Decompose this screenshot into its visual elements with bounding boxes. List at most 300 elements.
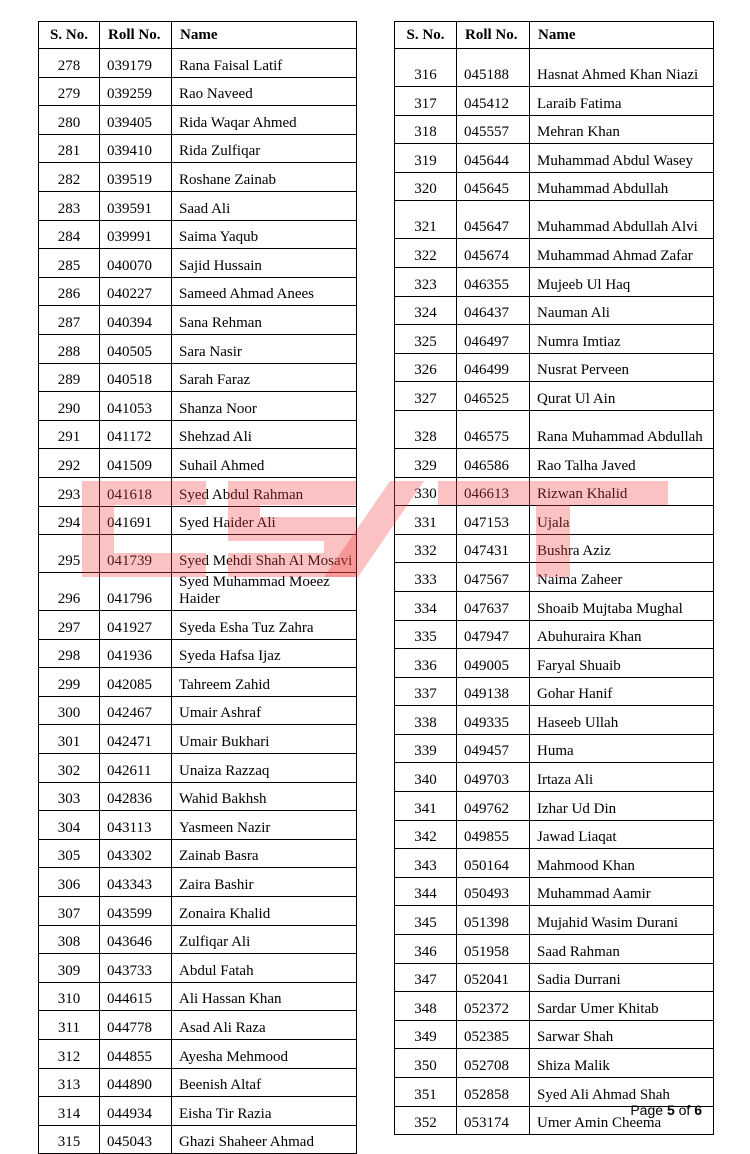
serial-number-cell: 308 <box>39 925 100 954</box>
table-row <box>39 1068 357 1097</box>
table-row <box>39 392 357 421</box>
roll-number-cell: 041172 <box>100 420 172 449</box>
table-row <box>39 954 357 983</box>
serial-number-cell: 340 <box>395 763 457 792</box>
name-cell: Saima Yaqub <box>172 220 357 249</box>
serial-number-cell: 287 <box>39 306 100 335</box>
roll-number-cell: 047567 <box>457 563 530 592</box>
roll-number-cell: 050164 <box>457 849 530 878</box>
name-cell: Rizwan Khalid <box>530 477 714 506</box>
name-cell: Numra Imtiaz <box>530 325 714 354</box>
footer-of-label: of <box>678 1102 691 1118</box>
roll-number-cell: 044615 <box>100 982 172 1011</box>
table-row <box>39 725 357 754</box>
table-row <box>395 353 714 382</box>
name-cell: Rana Faisal Latif <box>172 49 357 78</box>
roll-number-cell: 046499 <box>457 353 530 382</box>
serial-number-cell: 283 <box>39 191 100 220</box>
table-row <box>39 573 357 611</box>
name-cell: Irtaza Ali <box>530 763 714 792</box>
name-cell: Syeda Hafsa Ijaz <box>172 639 357 668</box>
serial-number-cell: 281 <box>39 134 100 163</box>
header-serial-number: S. No. <box>39 22 100 49</box>
table-row <box>39 363 357 392</box>
name-cell: Sajid Hussain <box>172 249 357 278</box>
roll-number-cell: 041509 <box>100 449 172 478</box>
name-cell: Muhammad Ahmad Zafar <box>530 239 714 268</box>
serial-number-cell: 324 <box>395 296 457 325</box>
roll-number-cell: 043113 <box>100 811 172 840</box>
serial-number-cell: 339 <box>395 734 457 763</box>
name-cell: Rao Naveed <box>172 77 357 106</box>
table-row <box>395 677 714 706</box>
roll-number-cell: 040394 <box>100 306 172 335</box>
serial-number-cell: 301 <box>39 725 100 754</box>
serial-number-cell: 341 <box>395 792 457 821</box>
serial-number-cell: 352 <box>395 1106 457 1135</box>
roll-number-cell: 044890 <box>100 1068 172 1097</box>
table-row <box>395 382 714 411</box>
name-cell: Naima Zaheer <box>530 563 714 592</box>
table-row <box>39 106 357 135</box>
name-cell: Saad Rahman <box>530 935 714 964</box>
serial-number-cell: 280 <box>39 106 100 135</box>
name-cell: Roshane Zainab <box>172 163 357 192</box>
roll-number-cell: 041053 <box>100 392 172 421</box>
roll-number-cell: 052385 <box>457 1020 530 1049</box>
serial-number-cell: 321 <box>395 201 457 239</box>
header-name: Name <box>172 22 357 49</box>
name-cell: Syed Haider Ali <box>172 506 357 535</box>
serial-number-cell: 318 <box>395 115 457 144</box>
table-row <box>39 1040 357 1069</box>
name-cell: Syed Abdul Rahman <box>172 477 357 506</box>
roll-number-cell: 043302 <box>100 839 172 868</box>
name-cell: Muhammad Abdullah <box>530 172 714 201</box>
roll-number-cell: 041618 <box>100 477 172 506</box>
table-row <box>39 982 357 1011</box>
name-cell: Gohar Hanif <box>530 677 714 706</box>
serial-number-cell: 288 <box>39 334 100 363</box>
roll-number-cell: 045043 <box>100 1125 172 1154</box>
roll-number-cell: 049005 <box>457 649 530 678</box>
footer-current-page: 5 <box>666 1102 675 1118</box>
table-row <box>395 267 714 296</box>
roll-number-cell: 052858 <box>457 1078 530 1107</box>
name-cell: Mahmood Khan <box>530 849 714 878</box>
table-row <box>39 277 357 306</box>
serial-number-cell: 329 <box>395 448 457 477</box>
serial-number-cell: 306 <box>39 868 100 897</box>
header-roll-number: Roll No. <box>457 22 530 49</box>
serial-number-cell: 307 <box>39 897 100 926</box>
name-cell: Zainab Basra <box>172 839 357 868</box>
serial-number-cell: 282 <box>39 163 100 192</box>
footer-page-label: Page <box>630 1102 664 1118</box>
results-table-right <box>394 21 714 1135</box>
table-row <box>39 163 357 192</box>
serial-number-cell: 347 <box>395 963 457 992</box>
table-row <box>395 935 714 964</box>
roll-number-cell: 049855 <box>457 820 530 849</box>
serial-number-cell: 294 <box>39 506 100 535</box>
serial-number-cell: 320 <box>395 172 457 201</box>
table-row <box>39 49 357 78</box>
roll-number-cell: 040518 <box>100 363 172 392</box>
table-row <box>39 868 357 897</box>
roll-number-cell: 045647 <box>457 201 530 239</box>
table-row <box>39 639 357 668</box>
serial-number-cell: 289 <box>39 363 100 392</box>
serial-number-cell: 335 <box>395 620 457 649</box>
name-cell: Qurat Ul Ain <box>530 382 714 411</box>
table-row <box>395 849 714 878</box>
roll-number-cell: 043646 <box>100 925 172 954</box>
serial-number-cell: 323 <box>395 267 457 296</box>
roll-number-cell: 049335 <box>457 706 530 735</box>
serial-number-cell: 311 <box>39 1011 100 1040</box>
name-cell: Jawad Liaqat <box>530 820 714 849</box>
table-row <box>39 696 357 725</box>
serial-number-cell: 319 <box>395 144 457 173</box>
table-row <box>395 87 714 116</box>
table-row <box>395 820 714 849</box>
name-cell: Nauman Ali <box>530 296 714 325</box>
roll-number-cell: 046525 <box>457 382 530 411</box>
table-header-row <box>39 22 357 49</box>
serial-number-cell: 334 <box>395 591 457 620</box>
name-cell: Sana Rehman <box>172 306 357 335</box>
roll-number-cell: 039519 <box>100 163 172 192</box>
table-row <box>395 477 714 506</box>
name-cell: Shoaib Mujtaba Mughal <box>530 591 714 620</box>
name-cell: Sadia Durrani <box>530 963 714 992</box>
roll-number-cell: 046437 <box>457 296 530 325</box>
name-cell: Zaira Bashir <box>172 868 357 897</box>
table-row <box>39 535 357 573</box>
roll-number-cell: 039179 <box>100 49 172 78</box>
name-cell: Zonaira Khalid <box>172 897 357 926</box>
name-cell: Hasnat Ahmed Khan Niazi <box>530 49 714 87</box>
name-cell: Laraib Fatima <box>530 87 714 116</box>
table-row <box>39 1125 357 1154</box>
serial-number-cell: 317 <box>395 87 457 116</box>
header-serial-number: S. No. <box>395 22 457 49</box>
serial-number-cell: 314 <box>39 1097 100 1126</box>
table-row <box>39 1097 357 1126</box>
serial-number-cell: 284 <box>39 220 100 249</box>
serial-number-cell: 333 <box>395 563 457 592</box>
table-row <box>39 839 357 868</box>
name-cell: Haseeb Ullah <box>530 706 714 735</box>
roll-number-cell: 040227 <box>100 277 172 306</box>
serial-number-cell: 349 <box>395 1020 457 1049</box>
name-cell: Wahid Bakhsh <box>172 782 357 811</box>
name-cell: Faryal Shuaib <box>530 649 714 678</box>
roll-number-cell: 039259 <box>100 77 172 106</box>
name-cell: Zulfiqar Ali <box>172 925 357 954</box>
roll-number-cell: 046355 <box>457 267 530 296</box>
table-row <box>395 706 714 735</box>
name-cell: Ghazi Shaheer Ahmad <box>172 1125 357 1154</box>
serial-number-cell: 328 <box>395 410 457 448</box>
name-cell: Umair Ashraf <box>172 696 357 725</box>
name-cell: Bushra Aziz <box>530 534 714 563</box>
table-row <box>395 448 714 477</box>
table-row <box>395 115 714 144</box>
serial-number-cell: 305 <box>39 839 100 868</box>
roll-number-cell: 052041 <box>457 963 530 992</box>
name-cell: Yasmeen Nazir <box>172 811 357 840</box>
serial-number-cell: 295 <box>39 535 100 573</box>
serial-number-cell: 290 <box>39 392 100 421</box>
roll-number-cell: 049762 <box>457 792 530 821</box>
table-row <box>395 649 714 678</box>
roll-number-cell: 042467 <box>100 696 172 725</box>
roll-number-cell: 039591 <box>100 191 172 220</box>
serial-number-cell: 346 <box>395 935 457 964</box>
serial-number-cell: 300 <box>39 696 100 725</box>
roll-number-cell: 047153 <box>457 506 530 535</box>
roll-number-cell: 051958 <box>457 935 530 964</box>
table-row <box>395 877 714 906</box>
table-row <box>395 963 714 992</box>
serial-number-cell: 292 <box>39 449 100 478</box>
table-row <box>39 782 357 811</box>
roll-number-cell: 045645 <box>457 172 530 201</box>
table-row <box>395 563 714 592</box>
roll-number-cell: 043599 <box>100 897 172 926</box>
serial-number-cell: 278 <box>39 49 100 78</box>
footer-total-pages: 6 <box>694 1102 702 1118</box>
name-cell: Muhammad Aamir <box>530 877 714 906</box>
name-cell: Ayesha Mehmood <box>172 1040 357 1069</box>
table-row <box>39 77 357 106</box>
roll-number-cell: 047637 <box>457 591 530 620</box>
name-cell: Ali Hassan Khan <box>172 982 357 1011</box>
serial-number-cell: 350 <box>395 1049 457 1078</box>
roll-number-cell: 040505 <box>100 334 172 363</box>
serial-number-cell: 291 <box>39 420 100 449</box>
table-row <box>39 897 357 926</box>
name-cell: Mujahid Wasim Durani <box>530 906 714 935</box>
table-row <box>395 734 714 763</box>
roll-number-cell: 049457 <box>457 734 530 763</box>
table-row <box>395 591 714 620</box>
table-row <box>39 249 357 278</box>
name-cell: Tahreem Zahid <box>172 668 357 697</box>
roll-number-cell: 046497 <box>457 325 530 354</box>
name-cell: Asad Ali Raza <box>172 1011 357 1040</box>
table-row <box>39 811 357 840</box>
name-cell: Umer Amin Cheema <box>530 1106 714 1135</box>
name-cell: Unaiza Razzaq <box>172 754 357 783</box>
roll-number-cell: 044855 <box>100 1040 172 1069</box>
serial-number-cell: 337 <box>395 677 457 706</box>
name-cell: Rana Muhammad Abdullah <box>530 410 714 448</box>
results-table-left <box>38 21 357 1154</box>
header-roll-number: Roll No. <box>100 22 172 49</box>
name-cell: Shiza Malik <box>530 1049 714 1078</box>
name-cell: Abuhuraira Khan <box>530 620 714 649</box>
name-cell: Syed Muhammad Moeez Haider <box>172 573 357 611</box>
serial-number-cell: 332 <box>395 534 457 563</box>
roll-number-cell: 050493 <box>457 877 530 906</box>
table-row <box>395 325 714 354</box>
serial-number-cell: 315 <box>39 1125 100 1154</box>
name-cell: Suhail Ahmed <box>172 449 357 478</box>
name-cell: Sarwar Shah <box>530 1020 714 1049</box>
table-row <box>39 754 357 783</box>
table-row <box>39 611 357 640</box>
table-row <box>395 172 714 201</box>
serial-number-cell: 297 <box>39 611 100 640</box>
name-cell: Shehzad Ali <box>172 420 357 449</box>
table-row <box>39 334 357 363</box>
name-cell: Rida Zulfiqar <box>172 134 357 163</box>
table-row <box>395 296 714 325</box>
serial-number-cell: 310 <box>39 982 100 1011</box>
roll-number-cell: 042471 <box>100 725 172 754</box>
name-cell: Muhammad Abdullah Alvi <box>530 201 714 239</box>
serial-number-cell: 302 <box>39 754 100 783</box>
roll-number-cell: 041739 <box>100 535 172 573</box>
name-cell: Saad Ali <box>172 191 357 220</box>
serial-number-cell: 348 <box>395 992 457 1021</box>
table-row <box>39 191 357 220</box>
table-row <box>39 1011 357 1040</box>
name-cell: Syed Mehdi Shah Al Mosavi <box>172 535 357 573</box>
roll-number-cell: 042611 <box>100 754 172 783</box>
table-row <box>395 620 714 649</box>
roll-number-cell: 053174 <box>457 1106 530 1135</box>
serial-number-cell: 309 <box>39 954 100 983</box>
roll-number-cell: 043733 <box>100 954 172 983</box>
roll-number-cell: 040070 <box>100 249 172 278</box>
roll-number-cell: 045412 <box>457 87 530 116</box>
table-row <box>395 763 714 792</box>
roll-number-cell: 042085 <box>100 668 172 697</box>
serial-number-cell: 299 <box>39 668 100 697</box>
roll-number-cell: 052708 <box>457 1049 530 1078</box>
table-row <box>39 134 357 163</box>
table-row <box>395 144 714 173</box>
table-row <box>395 534 714 563</box>
table-row <box>395 1020 714 1049</box>
roll-number-cell: 039410 <box>100 134 172 163</box>
serial-number-cell: 298 <box>39 639 100 668</box>
roll-number-cell: 041927 <box>100 611 172 640</box>
serial-number-cell: 325 <box>395 325 457 354</box>
serial-number-cell: 279 <box>39 77 100 106</box>
serial-number-cell: 286 <box>39 277 100 306</box>
roll-number-cell: 045644 <box>457 144 530 173</box>
serial-number-cell: 313 <box>39 1068 100 1097</box>
table-row <box>395 1049 714 1078</box>
name-cell: Huma <box>530 734 714 763</box>
roll-number-cell: 042836 <box>100 782 172 811</box>
roll-number-cell: 049703 <box>457 763 530 792</box>
table-row <box>395 506 714 535</box>
serial-number-cell: 312 <box>39 1040 100 1069</box>
serial-number-cell: 322 <box>395 239 457 268</box>
serial-number-cell: 330 <box>395 477 457 506</box>
roll-number-cell: 045557 <box>457 115 530 144</box>
serial-number-cell: 345 <box>395 906 457 935</box>
table-row <box>395 906 714 935</box>
name-cell: Rao Talha Javed <box>530 448 714 477</box>
name-cell: Sameed Ahmad Anees <box>172 277 357 306</box>
name-cell: Sardar Umer Khitab <box>530 992 714 1021</box>
name-cell: Muhammad Abdul Wasey <box>530 144 714 173</box>
roll-number-cell: 051398 <box>457 906 530 935</box>
roll-number-cell: 046575 <box>457 410 530 448</box>
page-footer <box>630 1102 702 1118</box>
serial-number-cell: 327 <box>395 382 457 411</box>
name-cell: Nusrat Perveen <box>530 353 714 382</box>
roll-number-cell: 052372 <box>457 992 530 1021</box>
table-row <box>39 420 357 449</box>
header-name: Name <box>530 22 714 49</box>
roll-number-cell: 039991 <box>100 220 172 249</box>
roll-number-cell: 044778 <box>100 1011 172 1040</box>
serial-number-cell: 336 <box>395 649 457 678</box>
name-cell: Umair Bukhari <box>172 725 357 754</box>
name-cell: Rida Waqar Ahmed <box>172 106 357 135</box>
serial-number-cell: 285 <box>39 249 100 278</box>
roll-number-cell: 047947 <box>457 620 530 649</box>
table-header-row <box>395 22 714 49</box>
name-cell: Ujala <box>530 506 714 535</box>
table-row <box>39 449 357 478</box>
serial-number-cell: 344 <box>395 877 457 906</box>
name-cell: Sara Nasir <box>172 334 357 363</box>
serial-number-cell: 343 <box>395 849 457 878</box>
roll-number-cell: 046586 <box>457 448 530 477</box>
serial-number-cell: 304 <box>39 811 100 840</box>
roll-number-cell: 049138 <box>457 677 530 706</box>
roll-number-cell: 041691 <box>100 506 172 535</box>
table-row <box>39 306 357 335</box>
serial-number-cell: 293 <box>39 477 100 506</box>
name-cell: Beenish Altaf <box>172 1068 357 1097</box>
table-row <box>395 239 714 268</box>
roll-number-cell: 039405 <box>100 106 172 135</box>
serial-number-cell: 303 <box>39 782 100 811</box>
table-row <box>395 792 714 821</box>
roll-number-cell: 041936 <box>100 639 172 668</box>
name-cell: Sarah Faraz <box>172 363 357 392</box>
name-cell: Syed Ali Ahmad Shah <box>530 1078 714 1107</box>
serial-number-cell: 316 <box>395 49 457 87</box>
serial-number-cell: 342 <box>395 820 457 849</box>
table-row <box>395 49 714 87</box>
name-cell: Mehran Khan <box>530 115 714 144</box>
name-cell: Mujeeb Ul Haq <box>530 267 714 296</box>
name-cell: Syeda Esha Tuz Zahra <box>172 611 357 640</box>
serial-number-cell: 296 <box>39 573 100 611</box>
table-row <box>39 925 357 954</box>
table-row <box>39 477 357 506</box>
roll-number-cell: 044934 <box>100 1097 172 1126</box>
name-cell: Shanza Noor <box>172 392 357 421</box>
table-row <box>395 992 714 1021</box>
roll-number-cell: 045188 <box>457 49 530 87</box>
serial-number-cell: 351 <box>395 1078 457 1107</box>
table-row <box>39 668 357 697</box>
serial-number-cell: 326 <box>395 353 457 382</box>
name-cell: Izhar Ud Din <box>530 792 714 821</box>
